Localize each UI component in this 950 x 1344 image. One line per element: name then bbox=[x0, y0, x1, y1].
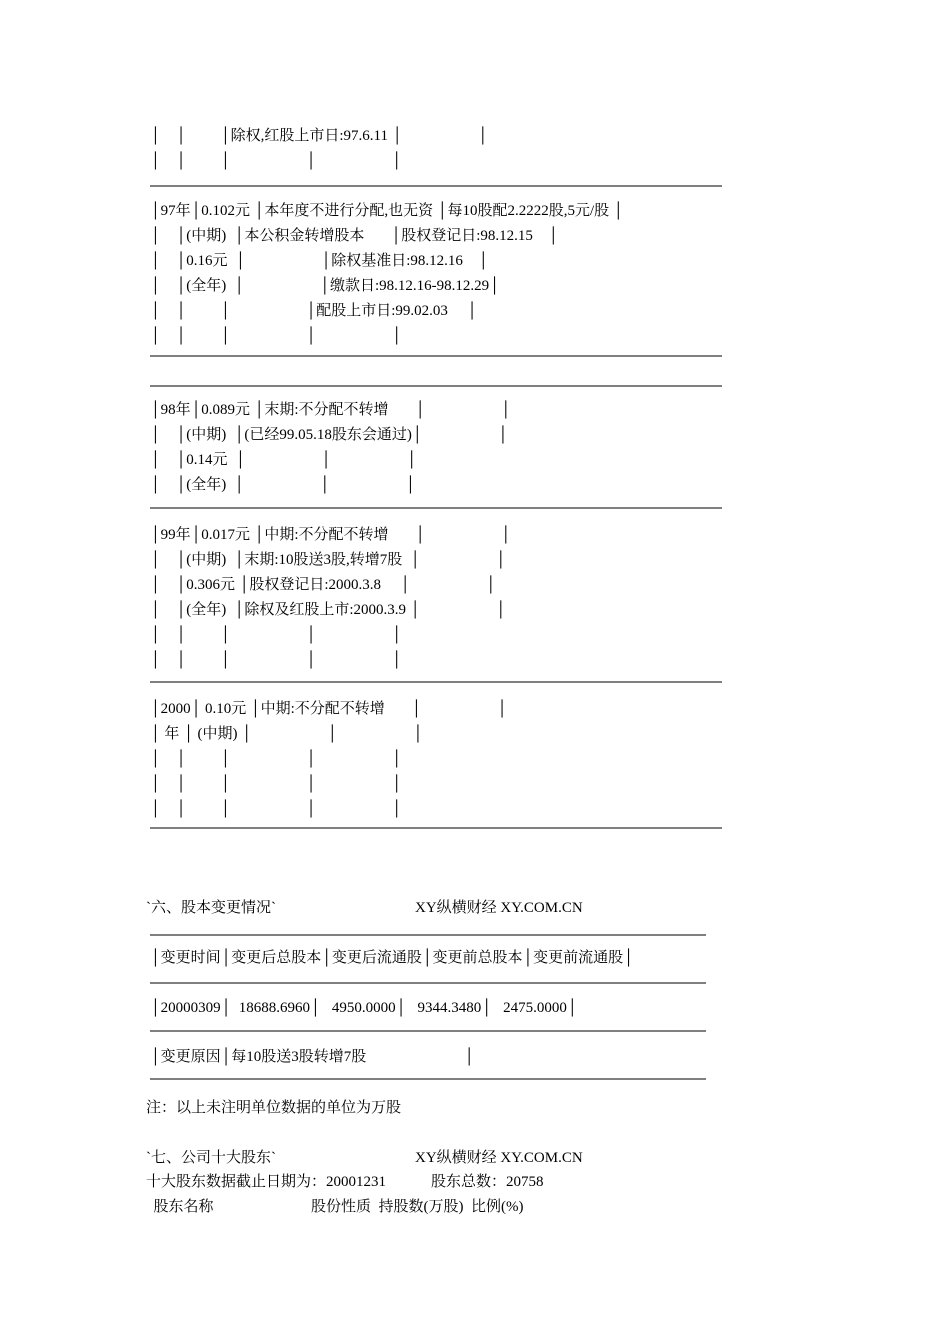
bottom-box-row: │98年│0.089元 │末期:不分配不转增 │ │ bbox=[150, 402, 512, 418]
source-label: XY纵横财经 XY.COM.CN bbox=[415, 900, 583, 916]
shareholder-table-header: 股东名称 股份性质 持股数(万股) 比例(%) bbox=[146, 1199, 524, 1215]
section-title: `六、股本变更情况` bbox=[146, 900, 276, 916]
share-change-header: │变更时间│变更后总股本│变更后流通股│变更前总股本│变更前流通股│ bbox=[150, 950, 634, 966]
bottom-box-row: │ │ │ │ │ bbox=[150, 776, 402, 792]
top-box-row: │97年│0.102元 │本年度不进行分配,也无资 │每10股配2.2222股,5元/股 │ bbox=[150, 203, 624, 219]
shareholder-date-line: 十大股东数据截止日期为：20001231 股东总数：20758 bbox=[146, 1174, 544, 1190]
bottom-box-row: │ │0.306元 │股权登记日:2000.3.8 │ │ bbox=[150, 577, 497, 593]
top-box-row: │ │ │ │配股上市日:99.02.03 │ bbox=[150, 303, 478, 319]
bottom-box-row: │ │ │ │ │ bbox=[150, 627, 402, 643]
top-box-row: │ │(中期) │本公积金转增股本 │股权登记日:98.12.15 │ bbox=[150, 228, 559, 244]
share-change-reason: │变更原因│每10股送3股转增7股 │ bbox=[150, 1049, 475, 1065]
top-box-row: │ │ │ │ │ bbox=[150, 153, 402, 169]
bottom-box-row: │ │0.14元 │ │ │ bbox=[150, 452, 417, 468]
top-box-row: │ │ │除权,红股上市日:97.6.11 │ │ bbox=[150, 128, 488, 144]
bottom-box-row: │ 年 │ (中期) │ │ │ bbox=[150, 726, 424, 742]
bottom-box-row: │ │(中期) │末期:10股送3股,转增7股 │ │ bbox=[150, 552, 507, 568]
section-title: `七、公司十大股东` bbox=[146, 1150, 276, 1166]
bottom-box-row: │ │(中期) │(已经99.05.18股东会通过)│ │ bbox=[150, 427, 509, 443]
bottom-box-row: │ │ │ │ │ bbox=[150, 652, 402, 668]
top-box-row: │ │(全年) │ │缴款日:98.12.16-98.12.29│ bbox=[150, 278, 500, 294]
top-box-row: │ │ │ │ │ bbox=[150, 328, 402, 344]
bottom-box-row: │99年│0.017元 │中期:不分配不转增 │ │ bbox=[150, 527, 512, 543]
source-label: XY纵横财经 XY.COM.CN bbox=[415, 1150, 583, 1166]
top-box-row: │ │0.16元 │ │除权基准日:98.12.16 │ bbox=[150, 253, 489, 269]
share-change-row: │20000309│ 18688.6960│ 4950.0000│ 9344.3480│ 2475.0000│ bbox=[150, 1000, 578, 1016]
bottom-box-row: │ │ │ │ │ bbox=[150, 801, 402, 817]
unit-note: 注：以上未注明单位数据的单位为万股 bbox=[146, 1100, 402, 1116]
bottom-box-row: │ │(全年) │ │ │ bbox=[150, 477, 416, 493]
bottom-box-row: │ │(全年) │除权及红股上市:2000.3.9 │ │ bbox=[150, 602, 507, 618]
bottom-box-row: │ │ │ │ │ bbox=[150, 751, 402, 767]
bottom-box-row: │2000│ 0.10元 │中期:不分配不转增 │ │ bbox=[150, 701, 508, 717]
